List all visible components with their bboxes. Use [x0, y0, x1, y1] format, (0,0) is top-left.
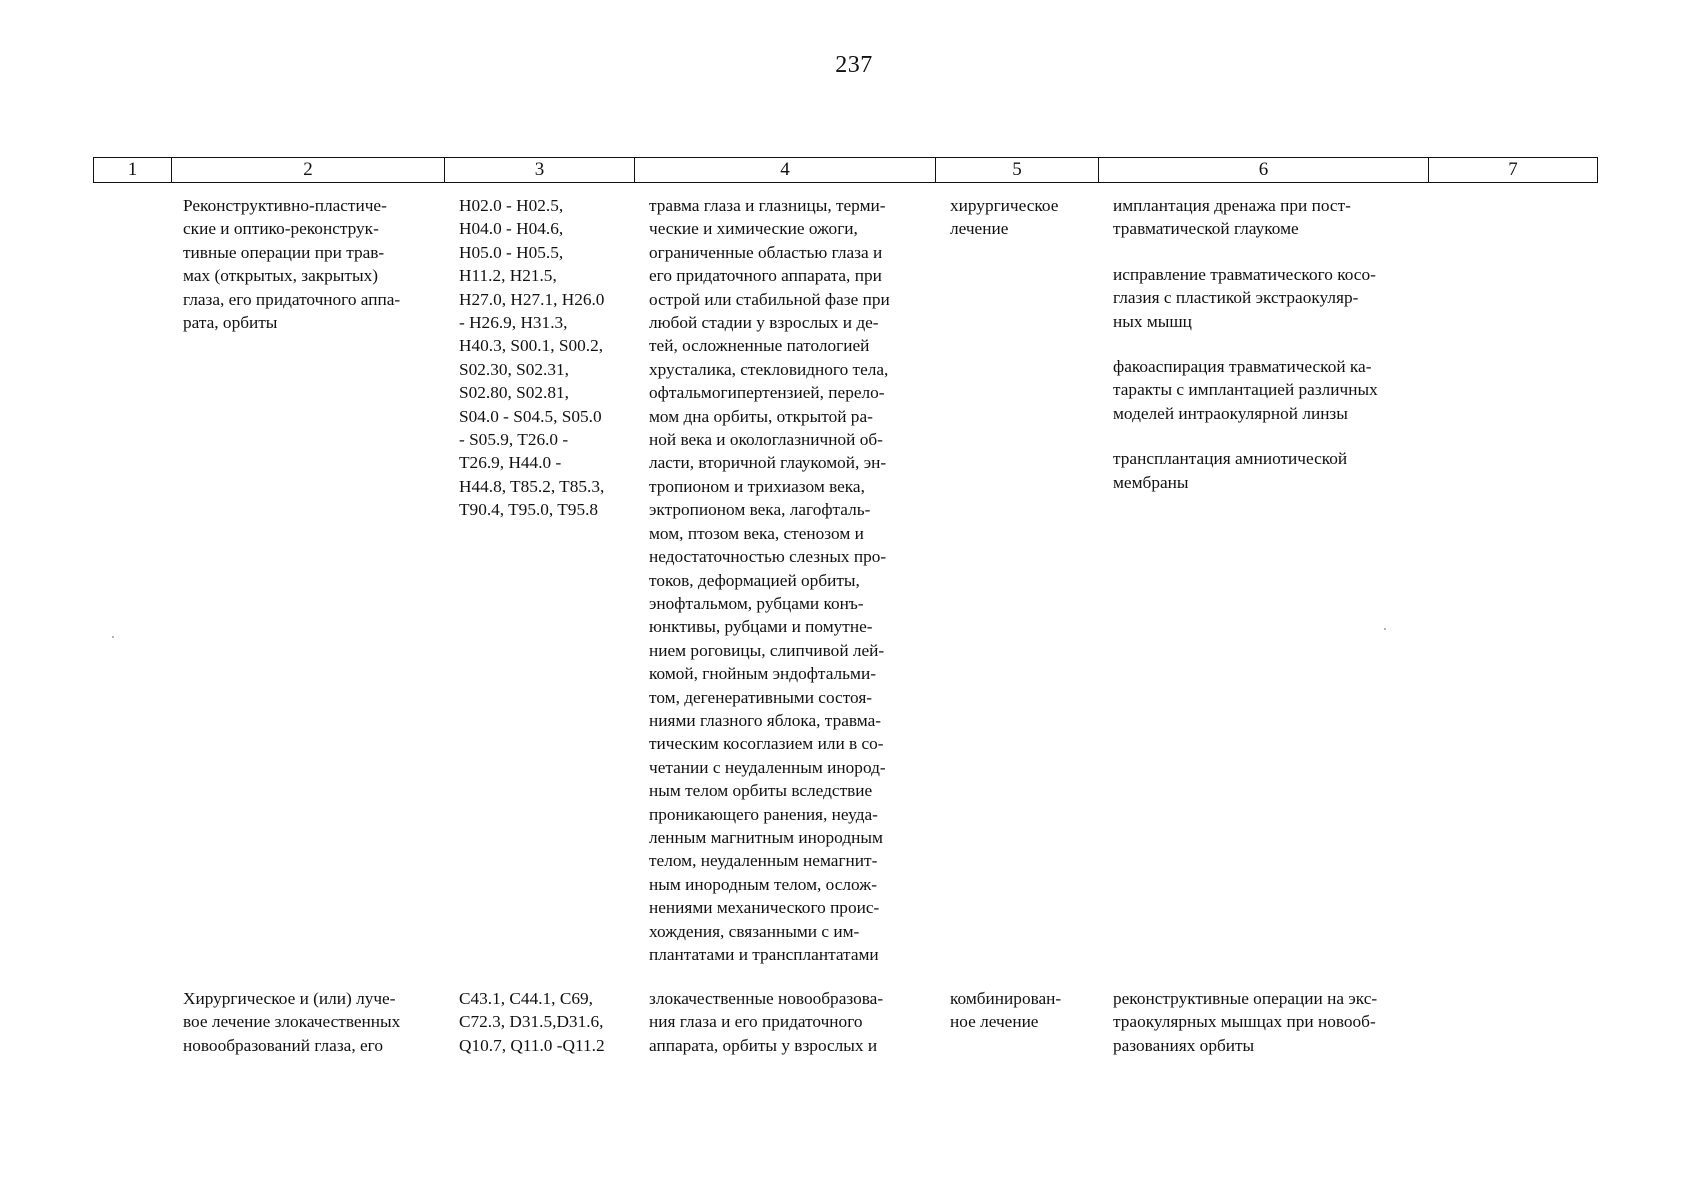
- row2-icd-codes: [459, 987, 605, 1057]
- row2-treatment-kind: [950, 987, 1061, 1034]
- text-line: хирургическое: [950, 196, 1059, 215]
- text-line: комой, гнойным эндофтальми-: [649, 664, 876, 684]
- row2-patient-model: [649, 987, 883, 1057]
- row1-treatment-type: [183, 194, 400, 334]
- method-paragraph: [1113, 263, 1378, 333]
- text-line: ной века и окологлазничной об-: [649, 430, 883, 450]
- row1-icd-codes: [459, 194, 604, 522]
- text-line: рата, орбиты: [183, 313, 278, 333]
- paragraph-gap: [1113, 425, 1378, 447]
- column-header-1: 1: [94, 158, 172, 183]
- method-paragraph: [1113, 355, 1378, 425]
- text-line: Хирургическое и (или) луче-: [183, 989, 396, 1008]
- text-line: ния глаза и его придаточного: [649, 1012, 863, 1032]
- text-line: S02.80, S02.81,: [459, 383, 569, 403]
- row1-treatment-methods: [1113, 194, 1378, 494]
- column-header-4: 4: [635, 158, 936, 183]
- row1-patient-model: [649, 194, 890, 966]
- text-line: мембраны: [1113, 472, 1189, 492]
- text-line: новообразований глаза, его: [183, 1035, 383, 1055]
- text-line: травма глаза и глазницы, терми-: [649, 196, 886, 215]
- text-line: ным инородным телом, ослож-: [649, 874, 877, 894]
- text-line: H27.0, H27.1, H26.0: [459, 289, 605, 309]
- text-line: хрусталика, стекловидного тела,: [649, 359, 889, 379]
- column-header-3: 3: [445, 158, 635, 183]
- text-line: ное лечение: [950, 1012, 1039, 1032]
- text-line: моделей интраокулярной линзы: [1113, 403, 1348, 423]
- text-line: ных мышц: [1113, 311, 1192, 331]
- text-line: мом, птозом века, стенозом и: [649, 523, 864, 543]
- page-number: 237: [835, 52, 873, 78]
- row1-treatment-kind: [950, 194, 1058, 241]
- paragraph-gap: [1113, 333, 1378, 355]
- text-line: тропионом и трихиазом века,: [649, 476, 865, 496]
- text-line: исправление травматического косо-: [1113, 264, 1376, 284]
- text-line: энофтальмом, рубцами конъ-: [649, 593, 864, 613]
- text-line: нениями механического проис-: [649, 898, 880, 918]
- text-line: лечение: [950, 219, 1009, 239]
- text-line: таракты с имплантацией различных: [1113, 380, 1378, 400]
- text-line: хождения, связанными с им-: [649, 921, 860, 941]
- text-line: юнктивы, рубцами и помутне-: [649, 617, 873, 637]
- text-line: телом, неудаленным немагнит-: [649, 851, 878, 871]
- text-line: ным телом орбиты вследствие: [649, 781, 873, 801]
- text-line: T90.4, T95.0, T95.8: [459, 500, 599, 520]
- text-line: вое лечение злокачественных: [183, 1012, 401, 1032]
- text-line: злокачественные новообразова-: [649, 989, 884, 1008]
- text-line: тивные операции при трав-: [183, 242, 385, 262]
- row2-treatment-type: [183, 987, 400, 1057]
- text-line: H40.3, S00.1, S00.2,: [459, 336, 604, 356]
- text-line: мах (открытых, закрытых): [183, 266, 378, 286]
- text-line: аппарата, орбиты у взрослых и: [649, 1035, 878, 1055]
- text-line: недостаточностью слезных про-: [649, 547, 887, 567]
- text-line: S04.0 - S04.5, S05.0: [459, 406, 602, 426]
- text-line: его придаточного аппарата, при: [649, 266, 882, 286]
- scan-speck: [1384, 628, 1386, 630]
- text-line: токов, деформацией орбиты,: [649, 570, 860, 590]
- text-line: глазия с пластикой экстраокуляр-: [1113, 288, 1359, 308]
- text-line: Реконструктивно-пластиче-: [183, 196, 387, 215]
- text-line: C72.3, D31.5,D31.6,: [459, 1012, 604, 1032]
- column-header-7: 7: [1429, 158, 1598, 183]
- text-line: Q10.7, Q11.0 -Q11.2: [459, 1035, 605, 1055]
- text-line: траокулярных мышцах при новооб-: [1113, 1012, 1376, 1032]
- column-header-5: 5: [936, 158, 1099, 183]
- text-line: - S05.9, T26.0 -: [459, 430, 569, 450]
- text-line: эктропионом века, лагофталь-: [649, 500, 871, 520]
- text-line: имплантация дренажа при пост-: [1113, 196, 1351, 215]
- text-line: C43.1, C44.1, C69,: [459, 989, 593, 1008]
- text-line: проникающего ранения, неуда-: [649, 804, 878, 824]
- scan-speck: [112, 636, 114, 638]
- text-line: H05.0 - H05.5,: [459, 242, 564, 262]
- text-line: H02.0 - H02.5,: [459, 196, 564, 215]
- text-line: четании с неудаленным инород-: [649, 757, 886, 777]
- text-line: ограниченные областью глаза и: [649, 242, 883, 262]
- text-line: глаза, его придаточного аппа-: [183, 289, 401, 309]
- text-line: реконструктивные операции на экс-: [1113, 989, 1378, 1008]
- column-header-2: 2: [172, 158, 445, 183]
- text-line: нием роговицы, слипчивой лей-: [649, 640, 885, 660]
- text-line: любой стадии у взрослых и де-: [649, 313, 879, 333]
- text-line: S02.30, S02.31,: [459, 359, 569, 379]
- text-line: тей, осложненные патологией: [649, 336, 870, 356]
- method-paragraph: [1113, 447, 1378, 494]
- text-line: том, дегенеративными состоя-: [649, 687, 873, 707]
- text-line: - H26.9, H31.3,: [459, 313, 568, 333]
- text-line: T26.9, H44.0 -: [459, 453, 562, 473]
- text-line: H44.8, T85.2, T85.3,: [459, 476, 605, 496]
- text-line: ниями глазного яблока, травма-: [649, 710, 881, 730]
- text-line: ласти, вторичной глаукомой, эн-: [649, 453, 887, 473]
- column-number-header: [93, 157, 1598, 183]
- text-line: трансплантация амниотической: [1113, 449, 1348, 469]
- text-line: острой или стабильной фазе при: [649, 289, 890, 309]
- text-line: факоаспирация травматической ка-: [1113, 357, 1372, 377]
- paragraph-gap: [1113, 241, 1378, 263]
- text-line: разованиях орбиты: [1113, 1035, 1255, 1055]
- text-line: травматической глаукоме: [1113, 219, 1299, 239]
- row2-treatment-methods: [1113, 987, 1377, 1057]
- text-line: ческие и химические ожоги,: [649, 219, 858, 239]
- text-line: ские и оптико-реконструк-: [183, 219, 379, 239]
- text-line: H11.2, H21.5,: [459, 266, 557, 286]
- method-paragraph: [1113, 194, 1378, 241]
- text-line: ленным магнитным инородным: [649, 827, 883, 847]
- method-paragraph: [1113, 987, 1377, 1057]
- text-line: тическим косоглазием или в со-: [649, 734, 884, 754]
- column-header-6: 6: [1099, 158, 1429, 183]
- text-line: офтальмогипертензией, перело-: [649, 383, 885, 403]
- text-line: комбинирован-: [950, 989, 1062, 1008]
- text-line: мом дна орбиты, открытой ра-: [649, 406, 873, 426]
- text-line: плантатами и трансплантатами: [649, 945, 879, 964]
- text-line: H04.0 - H04.6,: [459, 219, 564, 239]
